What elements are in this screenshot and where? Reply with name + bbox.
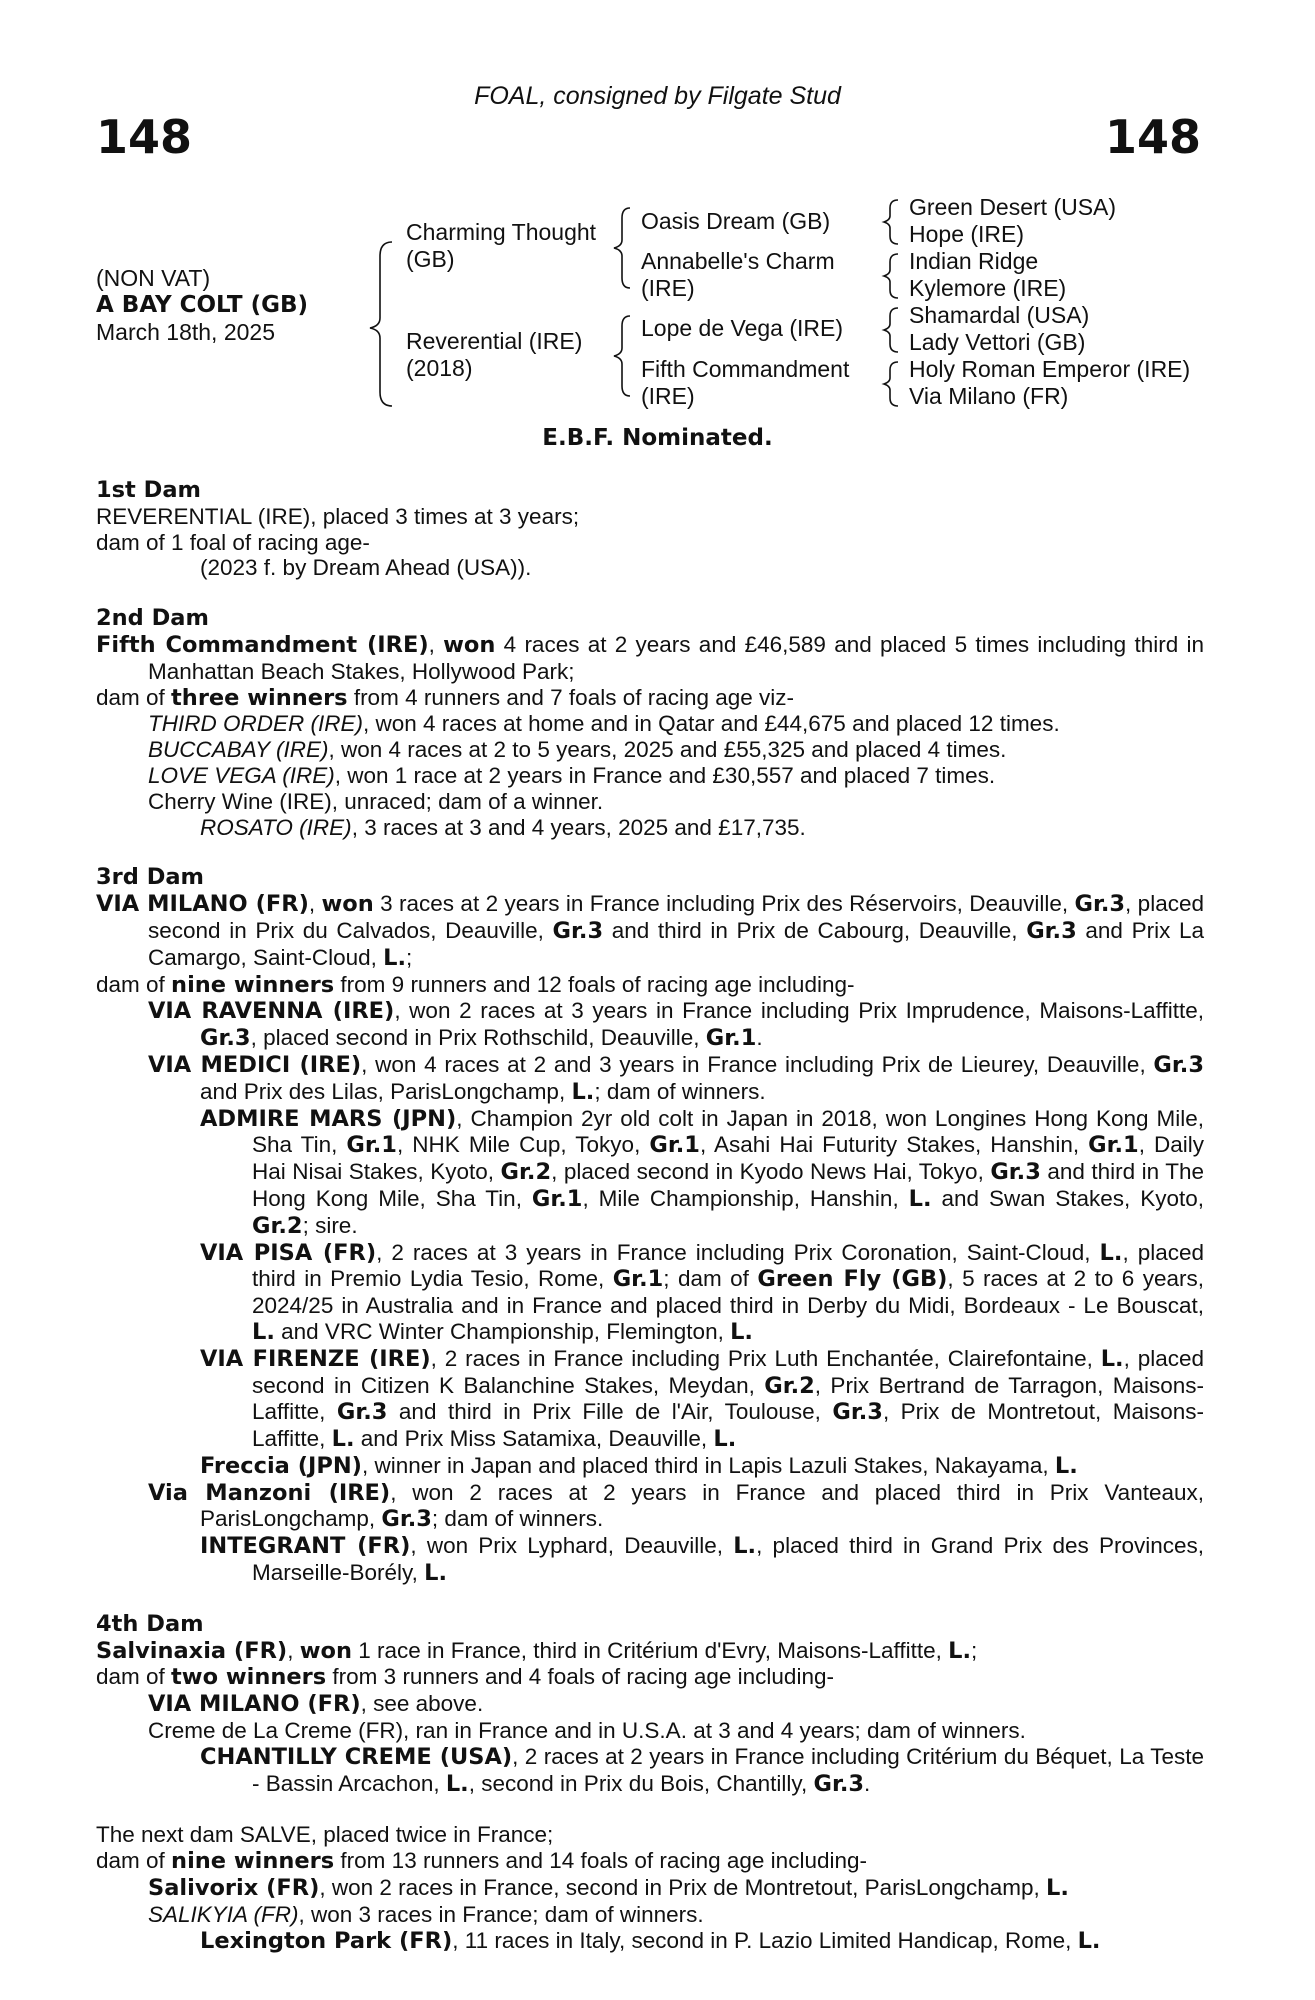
foaling-date: March 18th, 2025: [96, 319, 276, 345]
text: , see above.: [360, 1691, 484, 1717]
text: , Asahi Hai Futurity Stakes, Hanshin,: [699, 1132, 1089, 1158]
dam-name: Reverential (IRE): [406, 328, 583, 354]
listed-label: L.: [908, 1185, 932, 1212]
text: , Prix Bertrand de Tarragon, Maisons-Laffitte,: [252, 1372, 1204, 1425]
text: , won Prix Lyphard, Deauville,: [410, 1533, 734, 1559]
dam1-heading: 1st Dam: [96, 477, 201, 503]
produce-name: BUCCABAY (IRE): [148, 737, 329, 763]
grade-label: Gr.3: [552, 917, 604, 944]
next-dam-line: The next dam SALVE, placed twice in France;: [96, 1822, 554, 1848]
list-item: [96, 1453, 1204, 1480]
text: , Mile Championship, Hanshin,: [582, 1185, 909, 1211]
pedigree-g3-1: Green Desert (USA): [909, 194, 1117, 220]
dam-of-label: dam of: [96, 1664, 172, 1690]
list-item: [96, 1052, 1204, 1106]
text: and Prix des Lilas, ParisLongchamp,: [200, 1078, 572, 1104]
dam4-heading: 4th Dam: [96, 1610, 204, 1637]
listed-label: L.: [733, 1533, 757, 1560]
pedigree-g3-7: Holy Roman Emperor (IRE): [909, 356, 1191, 382]
grade-label: Gr.3: [381, 1506, 432, 1533]
pedigree-sire-sire: Oasis Dream (GB): [641, 208, 831, 234]
pedigree-dam: [406, 328, 582, 382]
sire-dam-name: Annabelle's Charm: [641, 248, 835, 274]
text: and VRC Winter Championship, Flemington,: [274, 1318, 731, 1344]
text: , won 2 races at 2 years in France and placed third in Prix Vanteaux, ParisLongchamp,: [200, 1479, 1204, 1532]
produce-name: VIA MILANO (FR): [148, 1691, 361, 1718]
dam1-line1: REVERENTIAL (IRE), placed 3 times at 3 years;: [96, 503, 580, 529]
text: , NHK Mile Cup, Tokyo,: [396, 1132, 650, 1158]
pedigree-sire: [406, 219, 596, 273]
listed-label: L.: [571, 1078, 595, 1105]
list-item: Creme de La Creme (FR), ran in France and in U.S.A. at 3 and 4 years; dam of winners.: [148, 1718, 1026, 1744]
text: , won 2 races at 3 years in France including Prix Imprudence, Maisons-Laffitte,: [394, 998, 1204, 1024]
grade-label: Gr.1: [1088, 1132, 1139, 1159]
list-item: [96, 1480, 1204, 1534]
grade-label: Gr.3: [813, 1770, 865, 1797]
produce-text: , won 4 races at home and in Qatar and £44,675 and placed 12 times.: [363, 711, 1060, 737]
dam-of-label: dam of: [96, 1848, 172, 1874]
text: , Prix de Montretout, Maisons-Laffitte,: [252, 1399, 1204, 1452]
brace-main: [370, 242, 392, 406]
text: , won 3 races in France; dam of winners.: [298, 1901, 704, 1927]
grade-label: Gr.3: [1026, 917, 1077, 944]
pedigree-sire-dam: [641, 248, 835, 302]
dam3-heading: 3rd Dam: [96, 864, 204, 891]
list-item: [96, 1240, 1204, 1346]
brace-ss: [884, 200, 898, 244]
lot-number-right: 148: [1104, 110, 1201, 164]
list-item: [96, 1875, 1204, 1902]
produce-text: , 3 races at 3 and 4 years, 2025 and £17,735.: [351, 814, 806, 840]
ebf-nominated: E.B.F. Nominated.: [542, 425, 773, 451]
listed-label: L.: [730, 1318, 753, 1345]
dam2-produce: [96, 685, 1204, 712]
listed-label: L.: [383, 944, 406, 971]
list-item: [96, 1106, 1204, 1240]
dam2-name: Fifth Commandment (IRE): [96, 631, 429, 658]
sire-name: Charming Thought: [406, 219, 597, 245]
text: and Prix La Camargo, Saint-Cloud,: [148, 917, 1205, 970]
text: , placed third in Premio Lydia Tesio, Rome,: [252, 1239, 1204, 1292]
produce-name: VIA PISA (FR): [200, 1239, 377, 1266]
text: and third in The Hong Kong Mile, Sha Tin,: [252, 1159, 1204, 1211]
list-item: Cherry Wine (IRE), unraced; dam of a winner.: [148, 788, 604, 814]
list-item: [96, 1928, 1204, 1955]
pedigree-g3-8: Via Milano (FR): [909, 383, 1069, 409]
list-item: [96, 1902, 1204, 1928]
text: and third in Prix Fille de l'Air, Toulouse,: [387, 1399, 833, 1425]
list-item: [96, 1691, 1204, 1718]
grade-label: Gr.2: [764, 1372, 815, 1399]
text: ;: [406, 944, 413, 970]
text: and Swan Stakes, Kyoto,: [931, 1185, 1204, 1211]
listed-label: L.: [445, 1770, 469, 1797]
list-item: [96, 1533, 1204, 1587]
horse-name: A BAY COLT (GB): [96, 292, 309, 318]
grade-label: Gr.1: [531, 1185, 583, 1212]
produce-text: , won 1 race at 2 years in France and £30,557 and placed 7 times.: [334, 762, 996, 788]
dam3-name: VIA MILANO (FR): [96, 891, 309, 918]
produce-name: ROSATO (IRE): [200, 814, 352, 840]
text: from 3 runners and 4 foals of racing age including-: [326, 1664, 834, 1690]
dam1-line2: dam of 1 foal of racing age-: [96, 529, 370, 555]
lot-number-left: 148: [96, 110, 193, 164]
grade-label: Gr.3: [990, 1159, 1041, 1186]
pedigree-g3-2: Hope (IRE): [909, 221, 1025, 247]
produce-name: VIA MEDICI (IRE): [148, 1051, 362, 1078]
text: , Daily Hai Nisai Stakes, Kyoto,: [252, 1132, 1205, 1185]
dam3-winners: nine winners: [171, 971, 335, 998]
list-item: [96, 763, 1204, 789]
dam4-produce: [96, 1664, 1204, 1691]
dam3-summary: VIA MILANO (FR), won 3 races at 2 years in France including Prix des Réservoirs, Deauville, Gr.3, placed second in Prix du Calvados, Deauville, Gr.3 and third in Prix de Cabourg, Deauville, Gr.3 and Prix La Camargo, Saint-Cloud, L.;: [96, 891, 1205, 971]
text: ;: [971, 1637, 978, 1663]
brace-sire: [614, 208, 630, 288]
listed-label: L.: [1045, 1875, 1069, 1902]
grade-label: Gr.1: [346, 1132, 397, 1159]
grade-label: Gr.1: [649, 1132, 700, 1159]
brace-sd: [884, 254, 898, 298]
dam4-summary: Salvinaxia (FR), won 1 race in France, third in Critérium d'Evry, Maisons-Laffitte, L.;: [96, 1637, 978, 1664]
sire-country: (GB): [406, 246, 455, 272]
text: , 11 races in Italy, second in P. Lazio Limited Handicap, Rome,: [452, 1927, 1078, 1953]
dam4-winners: two winners: [171, 1664, 327, 1691]
grade-label: Gr.3: [336, 1399, 388, 1426]
listed-label: L.: [948, 1637, 972, 1664]
text: 3 races at 2 years in France including Prix des Réservoirs, Deauville,: [373, 891, 1075, 917]
dam2-heading: 2nd Dam: [96, 605, 209, 632]
grade-label: Gr.3: [200, 1025, 251, 1052]
brace-ds: [884, 308, 898, 352]
produce-name: CHANTILLY CREME (USA): [200, 1743, 513, 1770]
dam2-text: 4 races at 2 years and £46,589 and placed 5 times including third in Manhattan Beach Stakes, Hollywood Park;: [148, 631, 1204, 684]
list-item: [96, 815, 1204, 841]
text: from 13 runners and 14 foals of racing age including-: [334, 1848, 867, 1874]
dam-dam-name: Fifth Commandment: [641, 356, 850, 382]
produce-name: Freccia (JPN): [200, 1452, 362, 1479]
dam2-winners: three winners: [171, 684, 348, 711]
listed-label: L.: [424, 1560, 448, 1587]
won-label: won: [299, 1637, 352, 1664]
produce-name: Lexington Park (FR): [200, 1927, 453, 1954]
text: , Champion 2yr old colt in Japan in 2018, won Longines Hong Kong Mile, Sha Tin,: [252, 1105, 1205, 1158]
listed-label: L.: [1100, 1345, 1124, 1372]
catalogue-body: [96, 478, 1204, 1954]
listed-label: L.: [1054, 1452, 1078, 1479]
text: , placed third in Grand Prix des Provinces, Marseille-Borély,: [252, 1533, 1204, 1586]
produce-name: VIA RAVENNA (IRE): [148, 998, 395, 1025]
dam-year: (2018): [406, 355, 473, 381]
grade-label: Gr.3: [1074, 891, 1126, 918]
text: , 2 races in France including Prix Luth Enchantée, Clairefontaine,: [430, 1345, 1101, 1371]
text: and Prix Miss Satamixa, Deauville,: [354, 1426, 714, 1452]
text: ; dam of winners.: [431, 1506, 604, 1532]
list-item: [96, 1346, 1204, 1453]
text: , winner in Japan and placed third in Lapis Lazuli Stakes, Nakayama,: [361, 1452, 1055, 1478]
produce-text: , won 4 races at 2 to 5 years, 2025 and £55,325 and placed 4 times.: [328, 737, 1007, 763]
grade-label: Gr.1: [705, 1025, 757, 1052]
grade-label: Gr.2: [252, 1212, 303, 1239]
sire-dam-country: (IRE): [641, 275, 695, 301]
list-item: [96, 711, 1204, 737]
list-item: CHANTILLY CREME (USA), 2 races at 2 years in France including Critérium du Béquet, La Teste - Bassin Arcachon, L., second in Prix du Bois, Chantilly, Gr.3.: [200, 1743, 1204, 1797]
next-dam-produce: [96, 1848, 1204, 1875]
produce-name: INTEGRANT (FR): [200, 1533, 411, 1560]
text: ; sire.: [302, 1212, 358, 1238]
text: ; dam of: [663, 1266, 758, 1292]
dam3-produce: [96, 972, 1204, 999]
text: , placed second in Kyodo News Hai, Tokyo,: [551, 1159, 991, 1185]
text: , won 4 races at 2 and 3 years in France including Prix de Lieurey, Deauville,: [361, 1051, 1154, 1077]
text: from 9 runners and 12 foals of racing age including-: [334, 971, 855, 997]
produce-name: THIRD ORDER (IRE): [148, 711, 363, 737]
dam2-summary: Fifth Commandment (IRE), won 4 races at 2 years and £46,589 and placed 5 times including third in Manhattan Beach Stakes, Hollywood Park;: [96, 631, 1204, 684]
produce-name: LOVE VEGA (IRE): [148, 762, 335, 788]
dam-of-label: dam of: [96, 971, 172, 997]
text: , placed second in Prix du Calvados, Deauville,: [148, 891, 1204, 943]
listed-label: L.: [1099, 1239, 1123, 1266]
text: , won 2 races in France, second in Prix de Montretout, ParisLongchamp,: [319, 1875, 1046, 1901]
won-label: won: [443, 631, 496, 658]
text: 1 race in France, third in Critérium d'Evry, Maisons-Laffitte,: [351, 1637, 949, 1663]
list-item: [96, 737, 1204, 763]
consignor-line: FOAL, consigned by Filgate Stud: [474, 82, 841, 110]
produce-name: ADMIRE MARS (JPN): [200, 1105, 457, 1132]
produce-name: Via Manzoni (IRE): [148, 1479, 391, 1506]
list-item: VIA RAVENNA (IRE), won 2 races at 3 years in France including Prix Imprudence, Maisons-Laffitte, Gr.3, placed second in Prix Rothschild, Deauville, Gr.1.: [148, 998, 1204, 1052]
pedigree-g3-4: Kylemore (IRE): [909, 275, 1067, 301]
pedigree-g3-5: Shamardal (USA): [909, 302, 1090, 328]
text: , placed second in Prix Rothschild, Deauville,: [250, 1025, 706, 1051]
pedigree-dam-dam: [641, 356, 849, 410]
grade-label: Gr.1: [612, 1266, 664, 1293]
brace-dd: [884, 362, 898, 406]
dam2-produce-text: from 4 runners and 7 foals of racing age viz-: [347, 684, 795, 710]
pedigree-horse: [96, 265, 308, 346]
dam4-name: Salvinaxia (FR): [96, 1637, 288, 1664]
grade-label: Gr.2: [500, 1159, 552, 1186]
text: , 2 races at 2 years in France including Critérium du Béquet, La Teste - Bassin Arcachon,: [252, 1743, 1204, 1796]
grade-label: Gr.3: [832, 1399, 883, 1426]
dam-dam-country: (IRE): [641, 383, 695, 409]
won-label: won: [321, 891, 374, 918]
listed-label: L.: [1077, 1927, 1101, 1954]
text: ; dam of winners.: [594, 1078, 766, 1104]
produce-name: Salivorix (FR): [148, 1875, 320, 1902]
grade-label: Gr.3: [1153, 1051, 1204, 1078]
pedigree-dam-sire: Lope de Vega (IRE): [641, 315, 844, 341]
brace-dam: [614, 316, 630, 396]
vat-status: (NON VAT): [96, 265, 211, 291]
text: , 5 races at 2 to 6 years, 2024/25 in Australia and in France and placed third in Derby du Midi, Bordeaux - Le Bouscat,: [252, 1266, 1205, 1319]
produce-name: SALIKYIA (FR): [148, 1901, 299, 1927]
produce-name: Green Fly (GB): [757, 1266, 948, 1293]
next-dam-winners: nine winners: [171, 1848, 335, 1875]
text: , placed second in Citizen K Balanchine Stakes, Meydan,: [252, 1345, 1204, 1398]
text: , second in Prix du Bois, Chantilly,: [468, 1770, 814, 1796]
listed-label: L.: [331, 1426, 355, 1453]
text: , 2 races at 3 years in France including Prix Coronation, Saint-Cloud,: [376, 1239, 1100, 1265]
produce-name: VIA FIRENZE (IRE): [200, 1345, 431, 1372]
listed-label: L.: [252, 1318, 275, 1345]
dam-of-label: dam of: [96, 684, 172, 710]
pedigree-g3-3: Indian Ridge: [909, 248, 1039, 274]
text: and third in Prix de Cabourg, Deauville,: [603, 917, 1027, 943]
dam1-line3: (2023 f. by Dream Ahead (USA)).: [200, 555, 532, 581]
listed-label: L.: [713, 1426, 737, 1453]
pedigree-g3-6: Lady Vettori (GB): [909, 329, 1086, 355]
